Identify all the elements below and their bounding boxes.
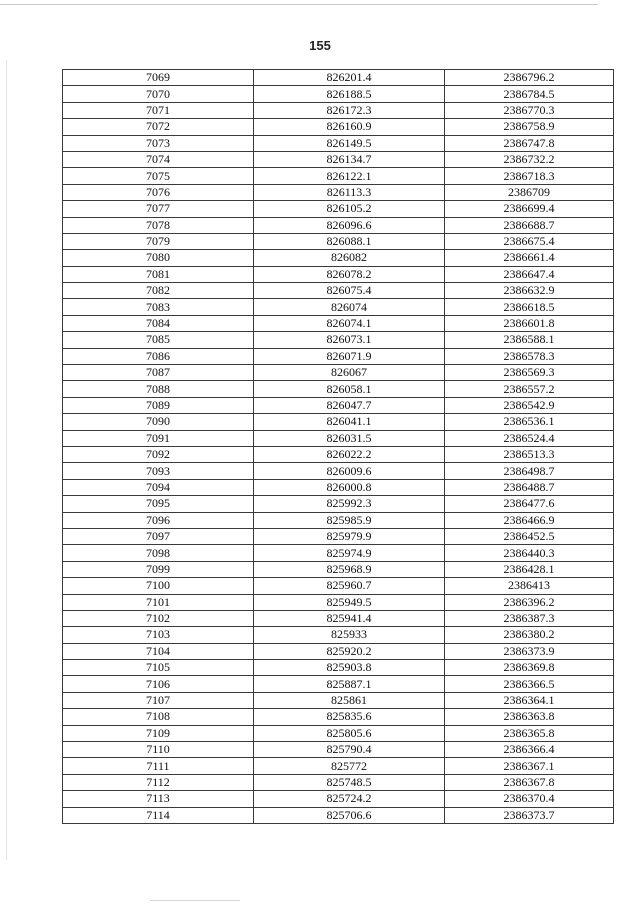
coordinates-table-container: [62, 69, 610, 824]
y-coordinate-cell: 2386601.8: [445, 315, 614, 331]
y-coordinate-cell: 2386569.3: [445, 365, 614, 381]
point-number-cell: 7102: [63, 610, 254, 626]
y-coordinate-cell: 2386796.2: [445, 70, 614, 86]
point-number-cell: 7073: [63, 135, 254, 151]
y-coordinate-cell: 2386396.2: [445, 594, 614, 610]
table-row: [63, 594, 614, 610]
y-coordinate-cell: 2386428.1: [445, 561, 614, 577]
table-row: [63, 807, 614, 823]
table-row: [63, 774, 614, 790]
y-coordinate-cell: 2386578.3: [445, 348, 614, 364]
y-coordinate-cell: 2386618.5: [445, 299, 614, 315]
point-number-cell: 7109: [63, 725, 254, 741]
point-number-cell: 7092: [63, 446, 254, 462]
y-coordinate-cell: 2386452.5: [445, 528, 614, 544]
y-coordinate-cell: 2386524.4: [445, 430, 614, 446]
y-coordinate-cell: 2386367.8: [445, 774, 614, 790]
point-number-cell: 7094: [63, 479, 254, 495]
top-rule: [0, 4, 598, 5]
table-row: [63, 201, 614, 217]
point-number-cell: 7103: [63, 627, 254, 643]
table-row: [63, 545, 614, 561]
table-row: [63, 610, 614, 626]
point-number-cell: 7110: [63, 742, 254, 758]
table-row: [63, 332, 614, 348]
x-coordinate-cell: 826071.9: [254, 348, 445, 364]
table-row: [63, 266, 614, 282]
y-coordinate-cell: 2386718.3: [445, 168, 614, 184]
y-coordinate-cell: 2386364.1: [445, 692, 614, 708]
table-row: [63, 168, 614, 184]
y-coordinate-cell: 2386675.4: [445, 233, 614, 249]
table-row: [63, 151, 614, 167]
table-row: [63, 676, 614, 692]
point-number-cell: 7078: [63, 217, 254, 233]
x-coordinate-cell: 825941.4: [254, 610, 445, 626]
y-coordinate-cell: 2386440.3: [445, 545, 614, 561]
y-coordinate-cell: 2386513.3: [445, 446, 614, 462]
point-number-cell: 7096: [63, 512, 254, 528]
y-coordinate-cell: 2386380.2: [445, 627, 614, 643]
y-coordinate-cell: 2386647.4: [445, 266, 614, 282]
table-row: [63, 283, 614, 299]
point-number-cell: 7074: [63, 151, 254, 167]
y-coordinate-cell: 2386488.7: [445, 479, 614, 495]
point-number-cell: 7088: [63, 381, 254, 397]
table-row: [63, 184, 614, 200]
y-coordinate-cell: 2386632.9: [445, 283, 614, 299]
point-number-cell: 7080: [63, 250, 254, 266]
table-row: [63, 725, 614, 741]
table-row: [63, 479, 614, 495]
table-row: [63, 381, 614, 397]
x-coordinate-cell: 825974.9: [254, 545, 445, 561]
x-coordinate-cell: 825861: [254, 692, 445, 708]
point-number-cell: 7113: [63, 791, 254, 807]
point-number-cell: 7069: [63, 70, 254, 86]
x-coordinate-cell: 826113.3: [254, 184, 445, 200]
table-row: [63, 660, 614, 676]
point-number-cell: 7077: [63, 201, 254, 217]
bottom-rule: [150, 900, 240, 901]
x-coordinate-cell: 825887.1: [254, 676, 445, 692]
point-number-cell: 7108: [63, 709, 254, 725]
coordinates-table-body: [63, 70, 614, 824]
table-row: [63, 70, 614, 86]
point-number-cell: 7093: [63, 463, 254, 479]
table-row: [63, 397, 614, 413]
table-row: [63, 578, 614, 594]
x-coordinate-cell: 826172.3: [254, 102, 445, 118]
point-number-cell: 7095: [63, 496, 254, 512]
point-number-cell: 7090: [63, 414, 254, 430]
point-number-cell: 7081: [63, 266, 254, 282]
x-coordinate-cell: 826075.4: [254, 283, 445, 299]
x-coordinate-cell: 826082: [254, 250, 445, 266]
table-row: [63, 709, 614, 725]
y-coordinate-cell: 2386699.4: [445, 201, 614, 217]
point-number-cell: 7087: [63, 365, 254, 381]
x-coordinate-cell: 825960.7: [254, 578, 445, 594]
x-coordinate-cell: 825790.4: [254, 742, 445, 758]
x-coordinate-cell: 825949.5: [254, 594, 445, 610]
point-number-cell: 7072: [63, 119, 254, 135]
x-coordinate-cell: 826149.5: [254, 135, 445, 151]
x-coordinate-cell: 826073.1: [254, 332, 445, 348]
y-coordinate-cell: 2386732.2: [445, 151, 614, 167]
x-coordinate-cell: 825835.6: [254, 709, 445, 725]
y-coordinate-cell: 2386466.9: [445, 512, 614, 528]
y-coordinate-cell: 2386498.7: [445, 463, 614, 479]
point-number-cell: 7101: [63, 594, 254, 610]
x-coordinate-cell: 825805.6: [254, 725, 445, 741]
point-number-cell: 7106: [63, 676, 254, 692]
y-coordinate-cell: 2386369.8: [445, 660, 614, 676]
x-coordinate-cell: 825985.9: [254, 512, 445, 528]
y-coordinate-cell: 2386770.3: [445, 102, 614, 118]
table-row: [63, 250, 614, 266]
table-row: [63, 299, 614, 315]
y-coordinate-cell: 2386709: [445, 184, 614, 200]
x-coordinate-cell: 826047.7: [254, 397, 445, 413]
point-number-cell: 7082: [63, 283, 254, 299]
table-row: [63, 414, 614, 430]
point-number-cell: 7104: [63, 643, 254, 659]
y-coordinate-cell: 2386747.8: [445, 135, 614, 151]
scan-edge-line: [6, 60, 7, 860]
table-row: [63, 365, 614, 381]
x-coordinate-cell: 825933: [254, 627, 445, 643]
y-coordinate-cell: 2386784.5: [445, 86, 614, 102]
x-coordinate-cell: 825772: [254, 758, 445, 774]
x-coordinate-cell: 826031.5: [254, 430, 445, 446]
point-number-cell: 7091: [63, 430, 254, 446]
y-coordinate-cell: 2386363.8: [445, 709, 614, 725]
point-number-cell: 7112: [63, 774, 254, 790]
x-coordinate-cell: 826022.2: [254, 446, 445, 462]
x-coordinate-cell: 826122.1: [254, 168, 445, 184]
table-row: [63, 86, 614, 102]
y-coordinate-cell: 2386373.7: [445, 807, 614, 823]
point-number-cell: 7075: [63, 168, 254, 184]
point-number-cell: 7107: [63, 692, 254, 708]
point-number-cell: 7089: [63, 397, 254, 413]
table-row: [63, 791, 614, 807]
point-number-cell: 7099: [63, 561, 254, 577]
table-row: [63, 742, 614, 758]
x-coordinate-cell: 825979.9: [254, 528, 445, 544]
x-coordinate-cell: 826188.5: [254, 86, 445, 102]
y-coordinate-cell: 2386758.9: [445, 119, 614, 135]
y-coordinate-cell: 2386557.2: [445, 381, 614, 397]
x-coordinate-cell: 826134.7: [254, 151, 445, 167]
y-coordinate-cell: 2386477.6: [445, 496, 614, 512]
x-coordinate-cell: 825724.2: [254, 791, 445, 807]
point-number-cell: 7084: [63, 315, 254, 331]
table-row: [63, 217, 614, 233]
point-number-cell: 7111: [63, 758, 254, 774]
table-row: [63, 446, 614, 462]
page-number: 155: [309, 38, 331, 53]
x-coordinate-cell: 826201.4: [254, 70, 445, 86]
table-row: [63, 315, 614, 331]
point-number-cell: 7085: [63, 332, 254, 348]
point-number-cell: 7076: [63, 184, 254, 200]
table-row: [63, 463, 614, 479]
y-coordinate-cell: 2386413: [445, 578, 614, 594]
point-number-cell: 7083: [63, 299, 254, 315]
x-coordinate-cell: 826074.1: [254, 315, 445, 331]
point-number-cell: 7105: [63, 660, 254, 676]
y-coordinate-cell: 2386366.5: [445, 676, 614, 692]
x-coordinate-cell: 826096.6: [254, 217, 445, 233]
x-coordinate-cell: 826041.1: [254, 414, 445, 430]
x-coordinate-cell: 825920.2: [254, 643, 445, 659]
x-coordinate-cell: 826160.9: [254, 119, 445, 135]
y-coordinate-cell: 2386373.9: [445, 643, 614, 659]
table-row: [63, 233, 614, 249]
table-row: [63, 119, 614, 135]
y-coordinate-cell: 2386387.3: [445, 610, 614, 626]
point-number-cell: 7079: [63, 233, 254, 249]
y-coordinate-cell: 2386367.1: [445, 758, 614, 774]
y-coordinate-cell: 2386588.1: [445, 332, 614, 348]
coordinates-table: [62, 69, 614, 824]
x-coordinate-cell: 825706.6: [254, 807, 445, 823]
x-coordinate-cell: 825903.8: [254, 660, 445, 676]
point-number-cell: 7086: [63, 348, 254, 364]
x-coordinate-cell: 826074: [254, 299, 445, 315]
point-number-cell: 7071: [63, 102, 254, 118]
x-coordinate-cell: 826078.2: [254, 266, 445, 282]
table-row: [63, 627, 614, 643]
y-coordinate-cell: 2386536.1: [445, 414, 614, 430]
y-coordinate-cell: 2386365.8: [445, 725, 614, 741]
point-number-cell: 7097: [63, 528, 254, 544]
table-row: [63, 496, 614, 512]
point-number-cell: 7100: [63, 578, 254, 594]
x-coordinate-cell: 825992.3: [254, 496, 445, 512]
x-coordinate-cell: 825748.5: [254, 774, 445, 790]
x-coordinate-cell: 826009.6: [254, 463, 445, 479]
table-row: [63, 528, 614, 544]
x-coordinate-cell: 826000.8: [254, 479, 445, 495]
point-number-cell: 7098: [63, 545, 254, 561]
point-number-cell: 7114: [63, 807, 254, 823]
table-row: [63, 692, 614, 708]
table-row: [63, 135, 614, 151]
table-row: [63, 102, 614, 118]
table-row: [63, 561, 614, 577]
y-coordinate-cell: 2386366.4: [445, 742, 614, 758]
table-row: [63, 512, 614, 528]
y-coordinate-cell: 2386370.4: [445, 791, 614, 807]
table-row: [63, 430, 614, 446]
y-coordinate-cell: 2386542.9: [445, 397, 614, 413]
y-coordinate-cell: 2386661.4: [445, 250, 614, 266]
table-row: [63, 643, 614, 659]
y-coordinate-cell: 2386688.7: [445, 217, 614, 233]
x-coordinate-cell: 826067: [254, 365, 445, 381]
x-coordinate-cell: 826058.1: [254, 381, 445, 397]
point-number-cell: 7070: [63, 86, 254, 102]
x-coordinate-cell: 825968.9: [254, 561, 445, 577]
x-coordinate-cell: 826088.1: [254, 233, 445, 249]
table-row: [63, 348, 614, 364]
table-row: [63, 758, 614, 774]
x-coordinate-cell: 826105.2: [254, 201, 445, 217]
